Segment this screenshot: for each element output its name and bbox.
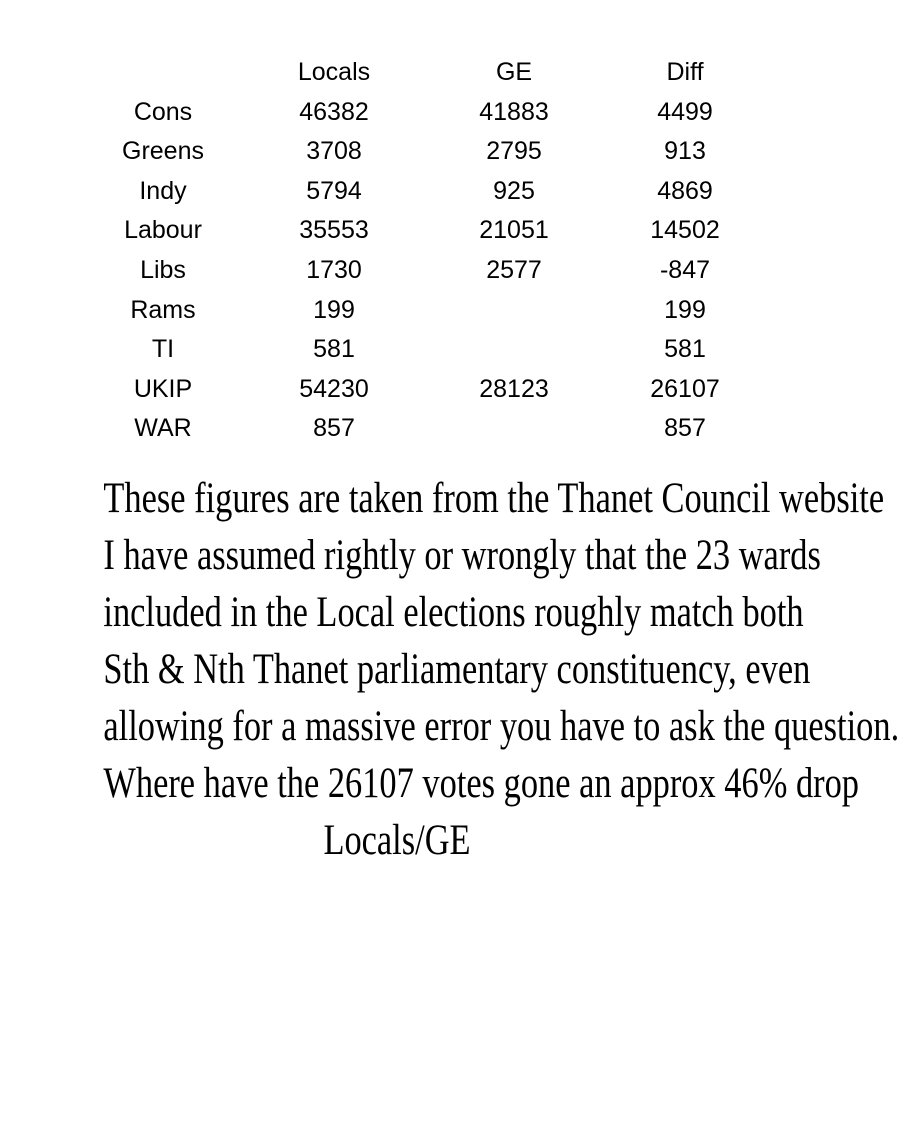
locals-cell: 1730 <box>306 255 362 284</box>
locals-cell: 35553 <box>299 216 369 245</box>
diff-cell: 4499 <box>657 97 713 126</box>
diff-cell: 913 <box>664 137 706 166</box>
ge-cell: 2577 <box>486 255 542 284</box>
diff-cell: 14502 <box>650 216 720 245</box>
party-cell: Labour <box>124 216 202 245</box>
commentary-paragraph <box>103 470 899 869</box>
locals-cell: 581 <box>313 335 355 364</box>
party-cell: UKIP <box>133 374 193 403</box>
ge-cell <box>420 409 608 449</box>
table-row <box>78 172 762 212</box>
locals-cell: 46382 <box>299 97 369 126</box>
header-party <box>78 53 248 93</box>
locals-cell: 199 <box>313 295 355 324</box>
commentary-line: allowing for a massive error you have to ask the question. <box>103 703 899 750</box>
table-row <box>78 251 762 291</box>
ge-cell: 28123 <box>479 374 549 403</box>
header-diff: Diff <box>666 58 704 86</box>
diff-cell: 581 <box>664 335 706 364</box>
party-cell: Cons <box>133 97 193 126</box>
ge-cell: 41883 <box>479 97 549 126</box>
diff-cell: 857 <box>664 414 706 443</box>
locals-cell: 5794 <box>306 176 362 205</box>
diff-cell: 26107 <box>650 374 720 403</box>
table-row <box>78 211 762 251</box>
locals-cell: 857 <box>313 414 355 443</box>
table-header-row <box>78 53 762 93</box>
party-cell: Libs <box>140 255 186 284</box>
party-cell: Rams <box>130 295 196 324</box>
ge-cell: 925 <box>493 176 535 205</box>
ge-cell: 21051 <box>479 216 549 245</box>
table-row <box>78 93 762 133</box>
locals-cell: 3708 <box>306 137 362 166</box>
table-row <box>78 370 762 410</box>
commentary-line: Locals/GE <box>323 817 471 864</box>
commentary-line: I have assumed rightly or wrongly that the 23 wards <box>103 532 821 579</box>
diff-cell: 199 <box>664 295 706 324</box>
party-cell: Greens <box>122 137 204 166</box>
diff-cell: -847 <box>659 255 711 284</box>
locals-cell: 54230 <box>299 374 369 403</box>
commentary-line: Sth & Nth Thanet parliamentary constituency, even <box>103 646 811 693</box>
commentary-line: Where have the 26107 votes gone an approx 46% drop <box>103 760 860 807</box>
table-row <box>78 409 762 449</box>
table-row <box>78 132 762 172</box>
party-cell: Indy <box>139 176 187 205</box>
ge-cell: 2795 <box>486 137 542 166</box>
diff-cell: 4869 <box>657 176 713 205</box>
ge-cell <box>420 330 608 370</box>
party-cell: WAR <box>134 414 192 443</box>
header-locals: Locals <box>297 58 371 86</box>
commentary-line: These figures are taken from the Thanet Council website <box>103 475 885 522</box>
party-cell: TI <box>151 335 175 364</box>
table-row <box>78 330 762 370</box>
election-results-table <box>78 53 762 449</box>
header-ge: GE <box>495 58 533 86</box>
commentary-line: included in the Local elections roughly match both <box>103 589 804 636</box>
table-row <box>78 291 762 331</box>
ge-cell <box>420 291 608 331</box>
